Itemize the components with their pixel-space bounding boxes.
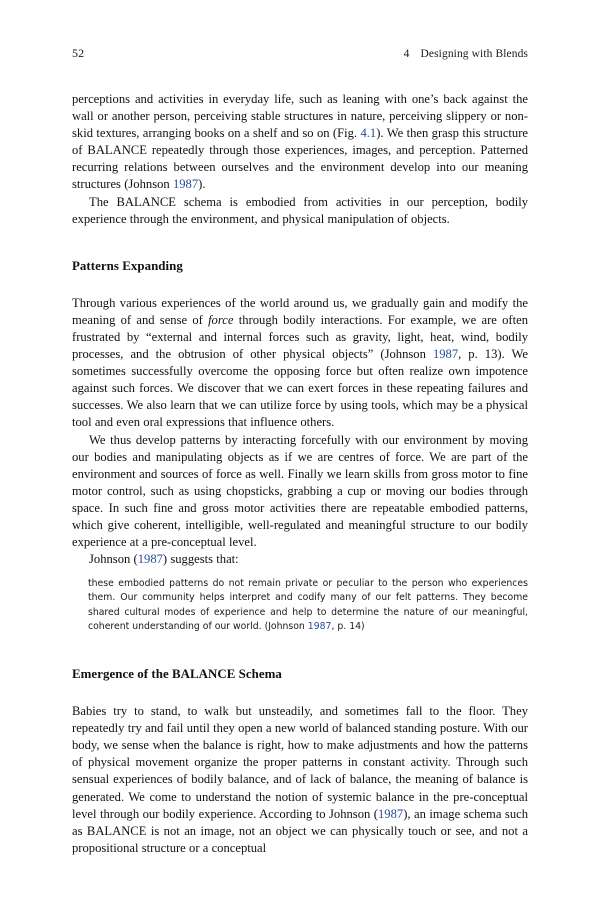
paragraph-5-text-b: ) suggests that: bbox=[162, 552, 239, 567]
paragraph-6 bbox=[72, 703, 528, 857]
paragraph-3 bbox=[72, 295, 528, 432]
block-quote-text-a: these embodied patterns do not remain private or peculiar to the person who experiences them. Our community helps interpret and codify many of our felt patterns. They become shared cultural modes of experience and help to determine the nature of our meaningful, coherent understanding of our world. (Johnson bbox=[88, 578, 528, 632]
paragraph-1-text-c: ). bbox=[198, 177, 206, 192]
emphasis-force: force bbox=[208, 312, 234, 327]
chapter-number: 4 bbox=[403, 48, 410, 60]
citation-link-johnson-1987-e[interactable]: 1987 bbox=[378, 806, 404, 821]
paragraph-1-text-b: ). We then grasp this structure of BALANCE repeatedly through those experiences, images, and perception. Patterned recurring relations between ourselves and the environment develop into our meaning structures (Johnson bbox=[72, 126, 528, 192]
spacer-before-heading-1 bbox=[72, 228, 528, 258]
running-head-chapter bbox=[404, 48, 528, 60]
section-heading-emergence-balance-schema: Emergence of the BALANCE Schema bbox=[72, 667, 282, 682]
running-head bbox=[72, 46, 528, 61]
citation-link-johnson-1987-b[interactable]: 1987 bbox=[432, 347, 459, 362]
page-number: 52 bbox=[72, 46, 85, 60]
citation-link-johnson-1987-c[interactable]: 1987 bbox=[137, 552, 163, 567]
paragraph-4: We thus develop patterns by interacting forcefully with our environment by moving our bodies and manipulating objects as if we are centres of force. We are part of the environment and sources of force as well. Finally we learn skills from gross motor to fine motor control, such as using chopsticks, grabbing a cup or moving our bodies through space. In such fine and gross motor activities there are repeatable embodied patterns, which give coherent, intelligible, well-regulated and meaningful structure to our bodily experience at a pre-conceptual level. bbox=[72, 432, 528, 550]
paragraph-6-text-b: ), an image schema such as BALANCE is not an image, not an object we can physically touch or see, and not a propositional structure or a conceptual bbox=[72, 806, 529, 855]
spacer-after-block-quote bbox=[72, 634, 528, 666]
paragraph-3-text-b: through bodily interactions. For example, we are often frustrated by “external and internal forces such as gravity, light, heat, wind, bodily processes, and the obtrusion of other physical objects” (Johnson bbox=[72, 312, 528, 362]
section-heading-patterns-expanding: Patterns Expanding bbox=[72, 258, 183, 273]
citation-link-johnson-1987-a[interactable]: 1987 bbox=[172, 177, 199, 192]
citation-link-johnson-1987-d[interactable]: 1987 bbox=[307, 620, 332, 632]
spacer-after-heading-1 bbox=[72, 274, 528, 295]
figure-link-4-1[interactable]: 4.1 bbox=[360, 126, 377, 141]
paragraph-5-text-a: Johnson ( bbox=[89, 552, 138, 567]
paragraph-1-text-a: perceptions and activities in everyday life, such as leaning with one’s back against the wall or another person, perceiving stable structures in nature, perceiving slippery or non-skid textures, arranging books on a shelf and so on (Fig. bbox=[72, 92, 528, 141]
paragraph-1 bbox=[72, 91, 528, 194]
paragraph-5-quote-lead-in bbox=[72, 551, 528, 568]
block-quote-johnson bbox=[88, 577, 528, 634]
page-content bbox=[72, 46, 528, 857]
spacer-after-heading-2 bbox=[72, 682, 528, 703]
paragraph-6-text-a: Babies try to stand, to walk but unsteadily, and sometimes fall to the floor. They repeatedly try and fail until they open a new world of balanced standing posture. With our body, we sense when the balance is right, how to make adjustments and how the patterns of physical movement organize the proper patterns in constant activity. Through such sensual experiences of bodily balance, and of lack of balance, the meaning of balance is generated. We come to understand the notion of systemic balance in the pre-conceptual level through our bodily experience. According to Johnson ( bbox=[72, 704, 528, 821]
paragraph-3-text-c: , p. 13). We sometimes successfully overcome the opposing force but often realize own impotence against such forces. We discover that we can exert forces in these repeating failures and successes. We also learn that we can utilize force by using tools, which may be a physical tool and even oral expressions that influence others. bbox=[72, 347, 528, 430]
chapter-title: Designing with Blends bbox=[420, 48, 528, 60]
paragraph-2: The BALANCE schema is embodied from activities in our perception, bodily experience through the environment, and physical manipulation of objects. bbox=[72, 194, 528, 226]
block-quote-text-b: , p. 14) bbox=[331, 620, 365, 632]
paragraph-3-text-a: Through various experiences of the world around us, we gradually gain and modify the meaning of and sense of bbox=[72, 295, 528, 327]
